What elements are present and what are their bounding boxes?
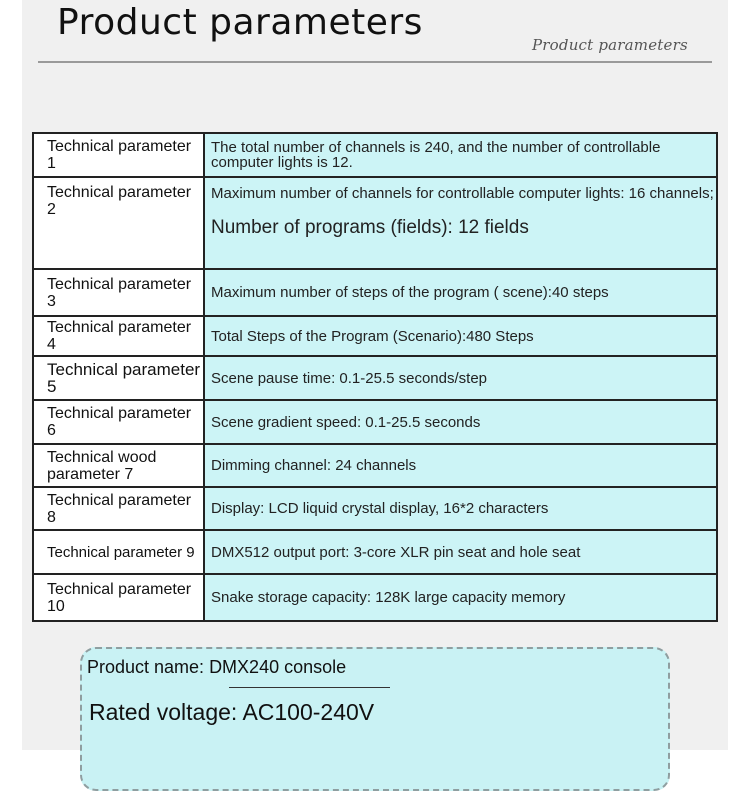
param-label: Technical parameter 4 bbox=[33, 316, 204, 356]
param-value: Total Steps of the Program (Scenario):480 Steps bbox=[204, 316, 717, 356]
product-info-card bbox=[80, 647, 670, 791]
param-value: Scene pause time: 0.1-25.5 seconds/step bbox=[204, 356, 717, 400]
param-label: Technical wood parameter 7 bbox=[33, 444, 204, 487]
table-row bbox=[33, 444, 717, 487]
page-subtitle: Product parameters bbox=[532, 36, 688, 54]
product-name-underline bbox=[229, 687, 390, 688]
param-value: Scene gradient speed: 0.1-25.5 seconds bbox=[204, 400, 717, 444]
param-label: Technical parameter 6 bbox=[33, 400, 204, 444]
table-row bbox=[33, 177, 717, 269]
table-row bbox=[33, 269, 717, 316]
param-label: Technical parameter 1 bbox=[33, 133, 204, 177]
parameters-table bbox=[32, 132, 718, 622]
table-row bbox=[33, 316, 717, 356]
page-title: Product parameters bbox=[57, 2, 423, 43]
table-row bbox=[33, 400, 717, 444]
param-value: DMX512 output port: 3-core XLR pin seat and hole seat bbox=[204, 530, 717, 574]
rated-voltage: Rated voltage: AC100-240V bbox=[89, 699, 375, 725]
param-value: The total number of channels is 240, and the number of controllable computer lights is 12. bbox=[204, 133, 717, 177]
param-value: Dimming channel: 24 channels bbox=[204, 444, 717, 487]
param-value: Display: LCD liquid crystal display, 16*2 characters bbox=[204, 487, 717, 530]
param-label: Technical parameter 10 bbox=[33, 574, 204, 621]
table-row bbox=[33, 487, 717, 530]
table-row bbox=[33, 574, 717, 621]
param-value-extra: Number of programs (fields): 12 fields bbox=[211, 216, 529, 238]
param-value: Maximum number of channels for controllable computer lights: 16 channels; bbox=[211, 184, 714, 202]
param-value-group bbox=[204, 177, 717, 269]
param-label: Technical parameter 5 bbox=[33, 356, 204, 400]
param-label: Technical parameter 9 bbox=[33, 530, 204, 574]
param-label: Technical parameter 3 bbox=[33, 269, 204, 316]
table-row bbox=[33, 356, 717, 400]
param-value: Snake storage capacity: 128K large capacity memory bbox=[204, 574, 717, 621]
product-name: Product name: DMX240 console bbox=[87, 657, 347, 677]
param-value: Maximum number of steps of the program ( scene):40 steps bbox=[204, 269, 717, 316]
title-divider bbox=[38, 61, 712, 63]
param-label: Technical parameter 2 bbox=[33, 177, 204, 269]
param-label: Technical parameter 8 bbox=[33, 487, 204, 530]
table-row bbox=[33, 133, 717, 177]
table-row bbox=[33, 530, 717, 574]
